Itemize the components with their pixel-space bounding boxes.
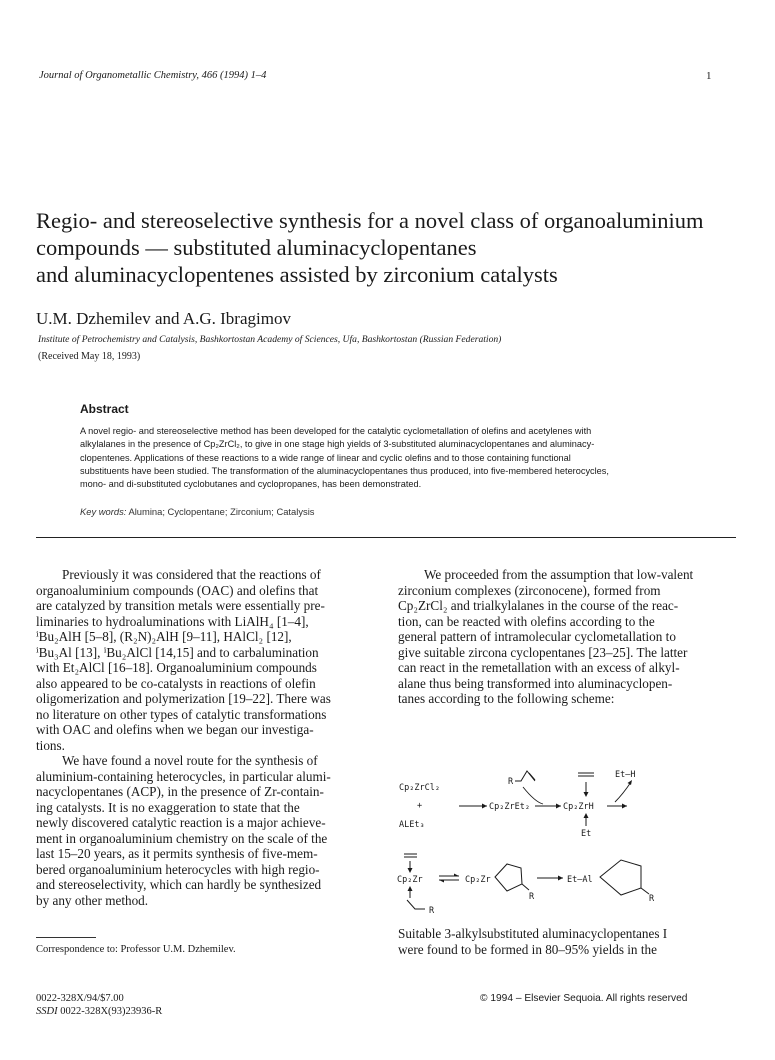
abstract-heading: Abstract [80,402,129,416]
text-line: bered organoaluminium heterocycles with high regio- [36,861,320,877]
page-number: 1 [706,70,712,82]
correspondence-footnote: Correspondence to: Professor U.M. Dzhemilev. [36,944,236,955]
text-line: alane thus being transformed into aluminacyclopen- [398,675,673,691]
keywords-label: Key words: [80,506,127,517]
right-column-continuation [398,926,726,957]
substituent-bond [641,888,649,894]
abstract-line: clopentenes. Applications of these reactions to a wide range of linear and cyclic olefins and to those containing functional [80,452,571,463]
abstract-line: substituents have been studied. The transformation of the aluminacyclopentanes thus produced, into five-membered heterocycles, [80,465,609,476]
text-line: are catalyzed by transition metals were essentially pre- [36,598,325,613]
text-line: tanes according to the following scheme: [398,691,615,706]
text-line: organoaluminium compounds (OAC) and olefins that [36,582,319,598]
text-line: zirconium complexes (zirconocene), formed from [398,582,661,598]
right-column [398,567,726,707]
left-column [36,567,364,908]
scheme-r-olefin: R [429,906,435,916]
abstract-line: A novel regio- and stereoselective method has been developed for the catalytic cyclometallation of olefins and acetylenes with [80,426,592,436]
olefin-bond [407,900,425,909]
text-line: Cp₂ZrCl₂ and trialkylalanes in the course of the reac- [398,598,679,613]
arrow-head [628,780,633,785]
text-line: were found to be formed in 80–95% yields in the [398,941,657,957]
received-date: (Received May 18, 1993) [38,351,141,362]
text-line: ment in organoaluminium chemistry on the scale of the [36,830,328,846]
text-line: also appeared to be co-catalysts in reactions of olefin [36,675,316,691]
text-line: Suitable 3-alkylsubstituted aluminacyclopentanes I [398,926,668,941]
scheme-et-al: Et–Al [567,875,593,885]
paragraph-1 [36,567,364,753]
substituent-bond [522,884,529,890]
title-line: Regio- and stereoselective synthesis for a novel class of organoaluminium [36,208,704,233]
scheme-r-al: R [649,894,655,904]
text-line: with Et₂AlCl [16–18]. Organoaluminium compounds [36,660,317,675]
text-line: tions. [36,737,65,753]
keywords [80,506,314,517]
text-line: general pattern of intramolecular cyclometallation to [398,629,676,644]
text-line: ing catalysts. It is no exaggeration to state that the [36,799,300,815]
text-line: We proceeded from the assumption that low-valent [424,567,694,582]
text-line: and stereoselectivity, which can hardly be synthesized [36,877,322,892]
ssdi-code [36,1006,162,1017]
paragraph-2 [36,753,364,908]
text-line: last 15–20 years, as it permits synthesis of five-mem- [36,846,318,861]
scheme-reagent-alet3: ALEt₃ [399,820,425,830]
scheme-reagent-cp2zrcl2: Cp₂ZrCl₂ [399,783,440,793]
authors: U.M. Dzhemilev and A.G. Ibragimov [36,309,291,328]
arrow-head [558,876,563,881]
text-line: liminaries to hydroaluminations with LiAlH₄ [1–4], [36,613,309,629]
text-line: ⁱBu₃Al [13], ⁱBu₂AlCl [14,15] and to carbalumination [36,644,319,660]
arrow-head [556,804,561,809]
copyright-notice: © 1994 – Elsevier Sequoia. All rights reserved [480,993,688,1004]
text-line: oligomerization and polymerization [19–22]. There was [36,691,331,706]
reaction-scheme [395,760,735,920]
scheme-plus: + [417,801,423,811]
scheme-cp2zret2: Cp₂ZrEt₂ [489,802,530,812]
text-line: can react in the remetallation with an excess of alkyl- [398,660,680,675]
text-line: with OAC and olefins when we began our investiga- [36,722,314,737]
arrow-line [615,782,631,802]
scheme-cp2zrh: Cp₂ZrH [563,802,594,812]
title-line: and aluminacyclopentenes assisted by zirconium catalysts [36,262,558,287]
olefin-double-bond [529,773,535,780]
text-line: no literature on other types of catalytic transformations [36,706,327,722]
arrow-head [584,813,589,818]
scheme-et-h: Et–H [615,770,636,780]
text-line: aluminium-containing heterocycles, in particular alumi- [36,768,331,784]
text-line: ⁱBu₂AlH [5–8], (R₂N)₂AlH [9–11], HAlCl₂ [12], [36,629,292,644]
abstract-line: alkylalanes in the presence of Cp₂ZrCl₂, to give in one stage high yields of 3-substituted aluminacyclopentanes and aluminacy- [80,439,595,450]
text-line: tion, can be reacted with olefins according to the [398,613,655,629]
text-line: Previously it was considered that the reactions of [62,567,321,582]
scheme-cp2zr-left: Cp₂Zr [397,875,423,885]
zirconacyclopentane-ring [495,864,522,891]
arrow-head [482,804,487,809]
ssdi-label: SSDI [36,1006,58,1017]
issn-price: 0022-328X/94/$7.00 [36,993,124,1004]
scheme-cp2zr-cycle: Cp₂Zr [465,875,491,885]
text-line: by any other method. [36,892,149,908]
affiliation: Institute of Petrochemistry and Catalysis, Bashkortostan Academy of Sciences, Ufa, Bashkortostan (Russian Federation) [38,334,502,345]
article-title [36,207,736,288]
scheme-et-bottom: Et [581,829,592,839]
scheme-r-zr: R [529,892,535,902]
text-line: nacyclopentanes (ACP), in the presence of Zr-contain- [36,784,324,799]
keywords-list: Alumina; Cyclopentane; Zirconium; Catalysis [128,506,315,517]
text-line: newly discovered catalytic reaction is a major achieve- [36,815,326,830]
journal-reference: Journal of Organometallic Chemistry, 466 (1994) 1–4 [39,70,267,81]
abstract-line: mono- and di-substituted cyclobutanes and cyclopropanes, has been demonstrated. [80,479,422,490]
abstract-body [80,425,720,491]
arrow-head [454,874,459,877]
scheme-olefin-r: R [508,777,514,787]
text-line: We have found a novel route for the synthesis of [62,753,318,768]
aluminacyclopentane-ring [600,860,641,895]
title-line: compounds — substituted aluminacyclopentanes [36,235,477,260]
arrow-head [622,804,627,809]
arrow-head [584,792,589,797]
footnote-rule [36,937,96,938]
ssdi-value: 0022-328X(93)23936-R [60,1006,163,1017]
arrow-head [439,880,444,883]
text-line: give suitable zircona cyclopentanes [23–25]. The latter [398,644,688,660]
arrow-head [408,886,413,891]
section-divider [36,537,736,538]
arrow-head [408,868,413,873]
